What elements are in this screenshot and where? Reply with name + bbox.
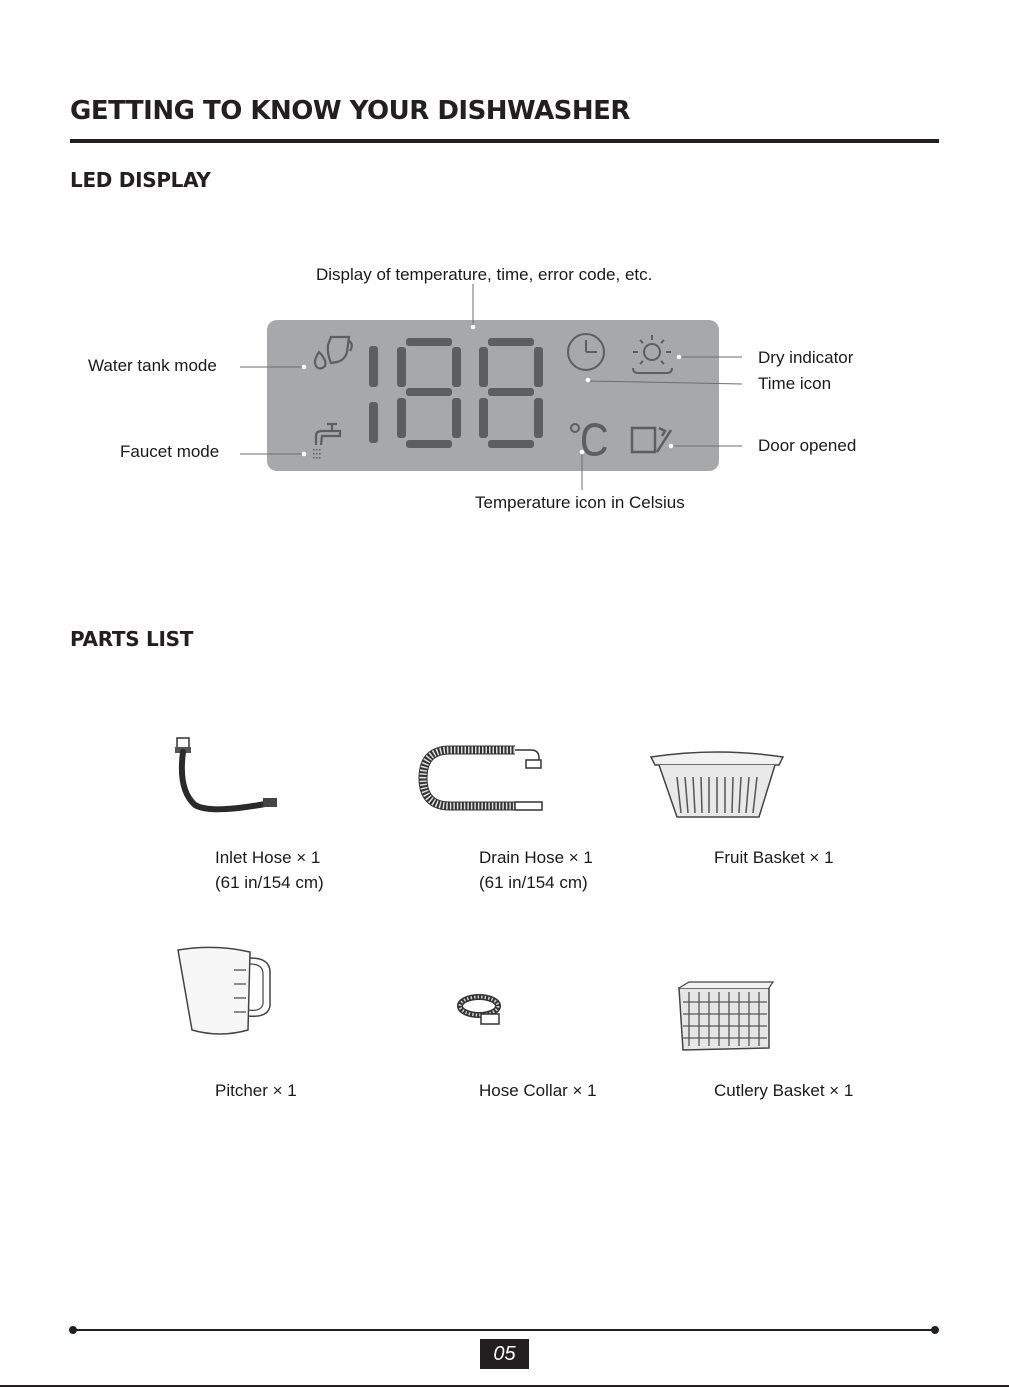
part-name: Inlet Hose × 1	[215, 848, 321, 867]
parts-list-heading: PARTS LIST	[70, 627, 194, 651]
door-pointer-dot	[669, 444, 674, 449]
seven-segment-digits	[369, 338, 543, 448]
hose-collar-image	[455, 990, 505, 1032]
water-tank-label: Water tank mode	[88, 356, 217, 375]
clock-icon	[568, 334, 604, 370]
temperature-icon-label: Temperature icon in Celsius	[475, 493, 685, 512]
time-pointer-dot	[586, 378, 591, 383]
led-display-diagram	[0, 0, 1009, 560]
part-item-hose-collar	[479, 1078, 597, 1103]
time-icon-label: Time icon	[758, 374, 832, 393]
water-tank-icon	[315, 337, 352, 369]
dry-indicator-label: Dry indicator	[758, 348, 854, 367]
sun-icon	[633, 335, 672, 373]
part-name: Drain Hose × 1	[479, 848, 593, 867]
part-item-cutlery-basket	[714, 1078, 853, 1103]
cutlery-basket-image	[675, 978, 775, 1058]
led-display-heading: LED DISPLAY	[70, 168, 211, 192]
footer-dot-right	[931, 1326, 939, 1334]
faucet-water-dots	[313, 449, 321, 459]
footer-dot-left	[69, 1326, 77, 1334]
footer-rule	[73, 1329, 935, 1331]
part-item-fruit-basket	[714, 845, 834, 870]
door-open-icon	[632, 428, 671, 452]
page-title: GETTING TO KNOW YOUR DISHWASHER	[70, 96, 630, 126]
pitcher-image	[170, 942, 280, 1042]
display-pointer-dot	[471, 325, 476, 330]
part-detail: (61 in/154 cm)	[215, 873, 324, 892]
fruit-basket-image	[647, 745, 787, 825]
faucet-pointer-dot	[302, 452, 307, 457]
dry-pointer-dot	[677, 355, 682, 360]
part-name: Hose Collar × 1	[479, 1081, 597, 1100]
page-number: 05	[480, 1339, 529, 1369]
part-item-inlet-hose	[215, 845, 324, 895]
temperature-pointer-dot	[580, 450, 585, 455]
part-item-drain-hose	[479, 845, 593, 895]
celsius-icon	[571, 424, 605, 454]
door-opened-label: Door opened	[758, 436, 857, 455]
faucet-label: Faucet mode	[120, 442, 220, 461]
part-name: Cutlery Basket × 1	[714, 1081, 854, 1100]
part-detail: (61 in/154 cm)	[479, 873, 588, 892]
display-label: Display of temperature, time, error code, etc.	[316, 265, 653, 284]
water-tank-pointer-dot	[302, 365, 307, 370]
part-item-pitcher	[215, 1078, 297, 1103]
drain-hose-image	[415, 740, 550, 815]
inlet-hose-image	[160, 730, 290, 820]
part-name: Fruit Basket × 1	[714, 848, 834, 867]
part-name: Pitcher × 1	[215, 1081, 297, 1100]
faucet-icon	[316, 424, 340, 445]
